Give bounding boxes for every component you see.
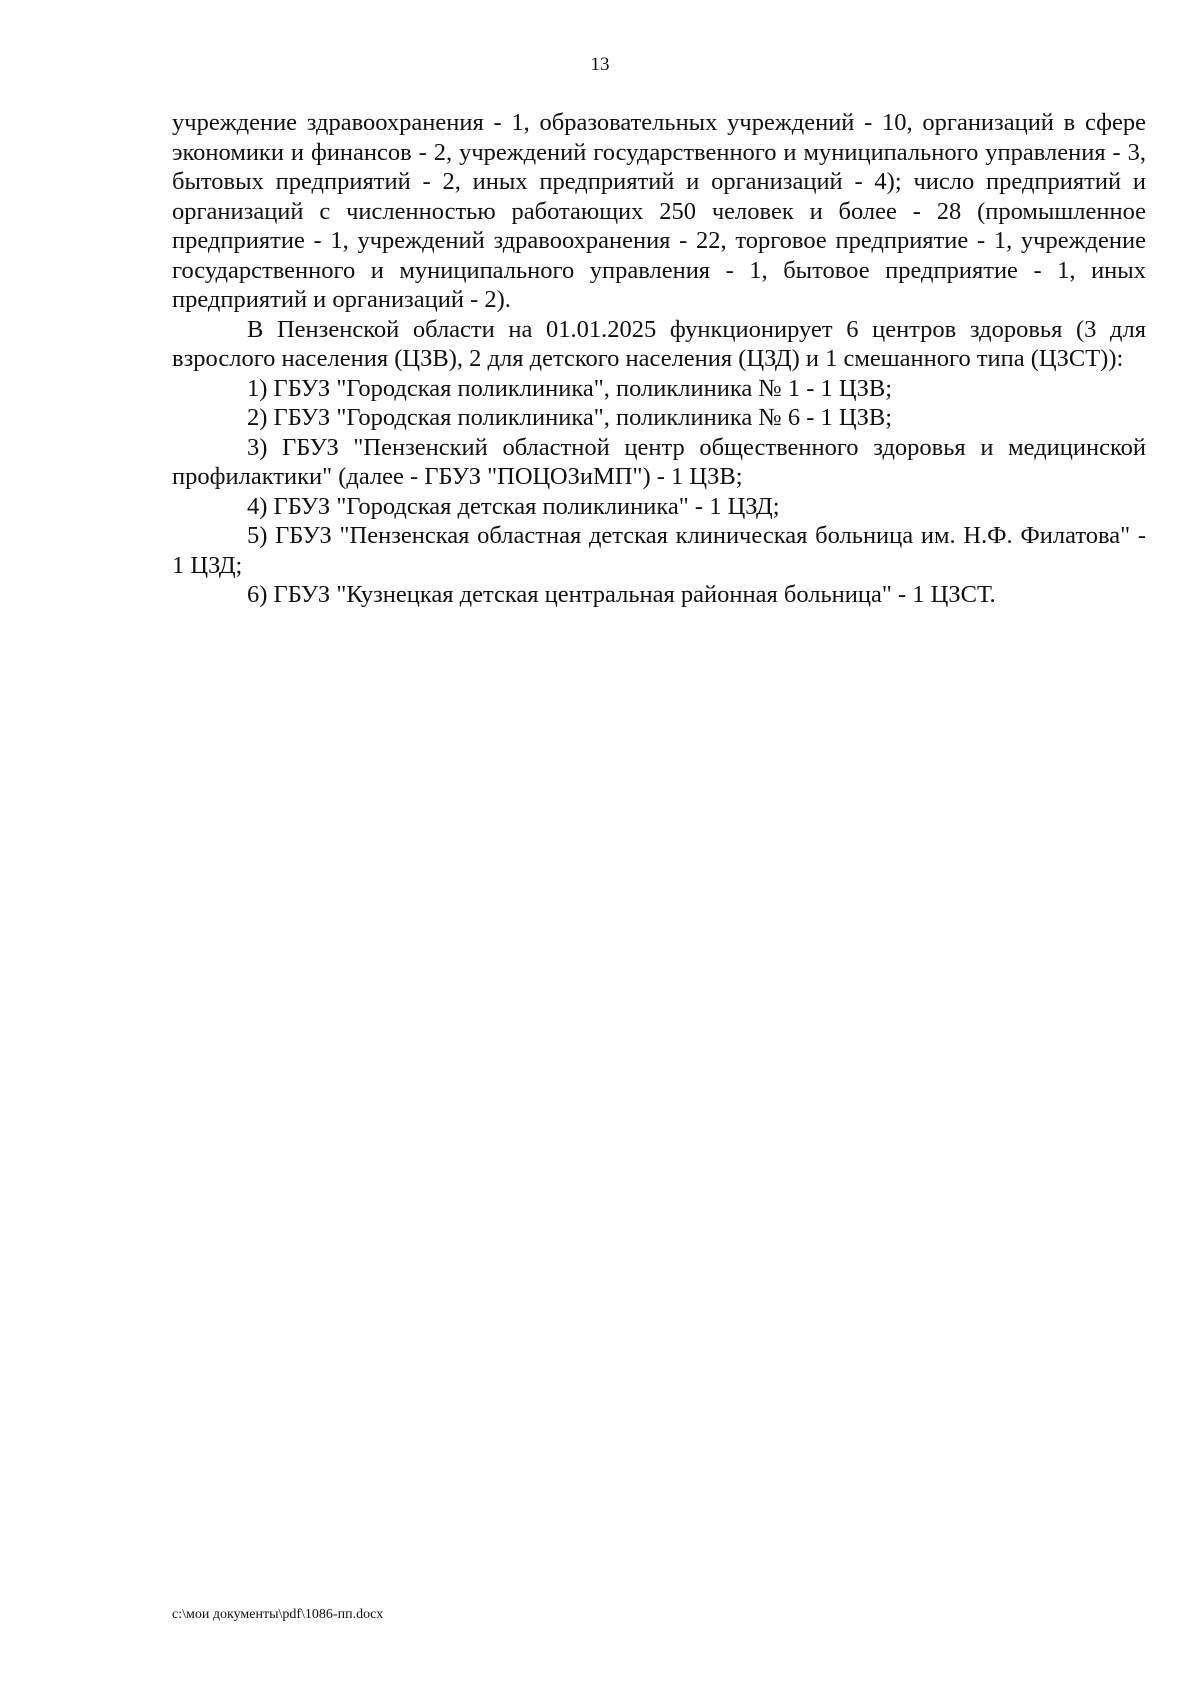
document-body [172,108,1146,610]
list-item: 1) ГБУЗ "Городская поликлиника", поликлиника № 1 - 1 ЦЗВ; [247,374,893,402]
list-item: 3) ГБУЗ "Пензенский областной центр общественного здоровья и медицинской профилактики" (далее - ГБУЗ "ПОЦОЗиМП") - 1 ЦЗВ; [172,433,1146,490]
paragraph-health-centers-intro: В Пензенской области на 01.01.2025 функционирует 6 центров здоровья (3 для взрослого населения (ЦЗВ), 2 для детского населения (ЦЗД) и 1 смешанного типа (ЦЗСТ)): [172,315,1146,372]
list-item: 5) ГБУЗ "Пензенская областная детская клиническая больница им. Н.Ф. Филатова" - 1 ЦЗД; [172,522,1146,579]
list-item: 6) ГБУЗ "Кузнецкая детская центральная районная больница" - 1 ЦЗСТ. [247,581,996,608]
list-item: 2) ГБУЗ "Городская поликлиника", поликлиника № 6 - 1 ЦЗВ; [247,404,893,431]
footer-file-path: c:\мои документы\pdf\1086-пп.docx [172,1607,384,1622]
list-item: 4) ГБУЗ "Городская детская поликлиника" - 1 ЦЗД; [247,492,780,520]
page-number: 13 [590,54,610,75]
paragraph-enterprises: учреждение здравоохранения - 1, образовательных учреждений - 10, организаций в сфере экономики и финансов - 2, учреждений государственного и муниципального управления - 3, бытовых предприятий - 2, иных предприятий и организаций - 4); число предприятий и организаций с численностью работающих 250 человек и более - 28 (промышленное предприятие - 1, учреждений здравоохранения - 22, торговое предприятие - 1, учреждение государственного и муниципального управления - 1, бытовое предприятие - 1, иных предприятий и организаций - 2). [172,109,1146,313]
